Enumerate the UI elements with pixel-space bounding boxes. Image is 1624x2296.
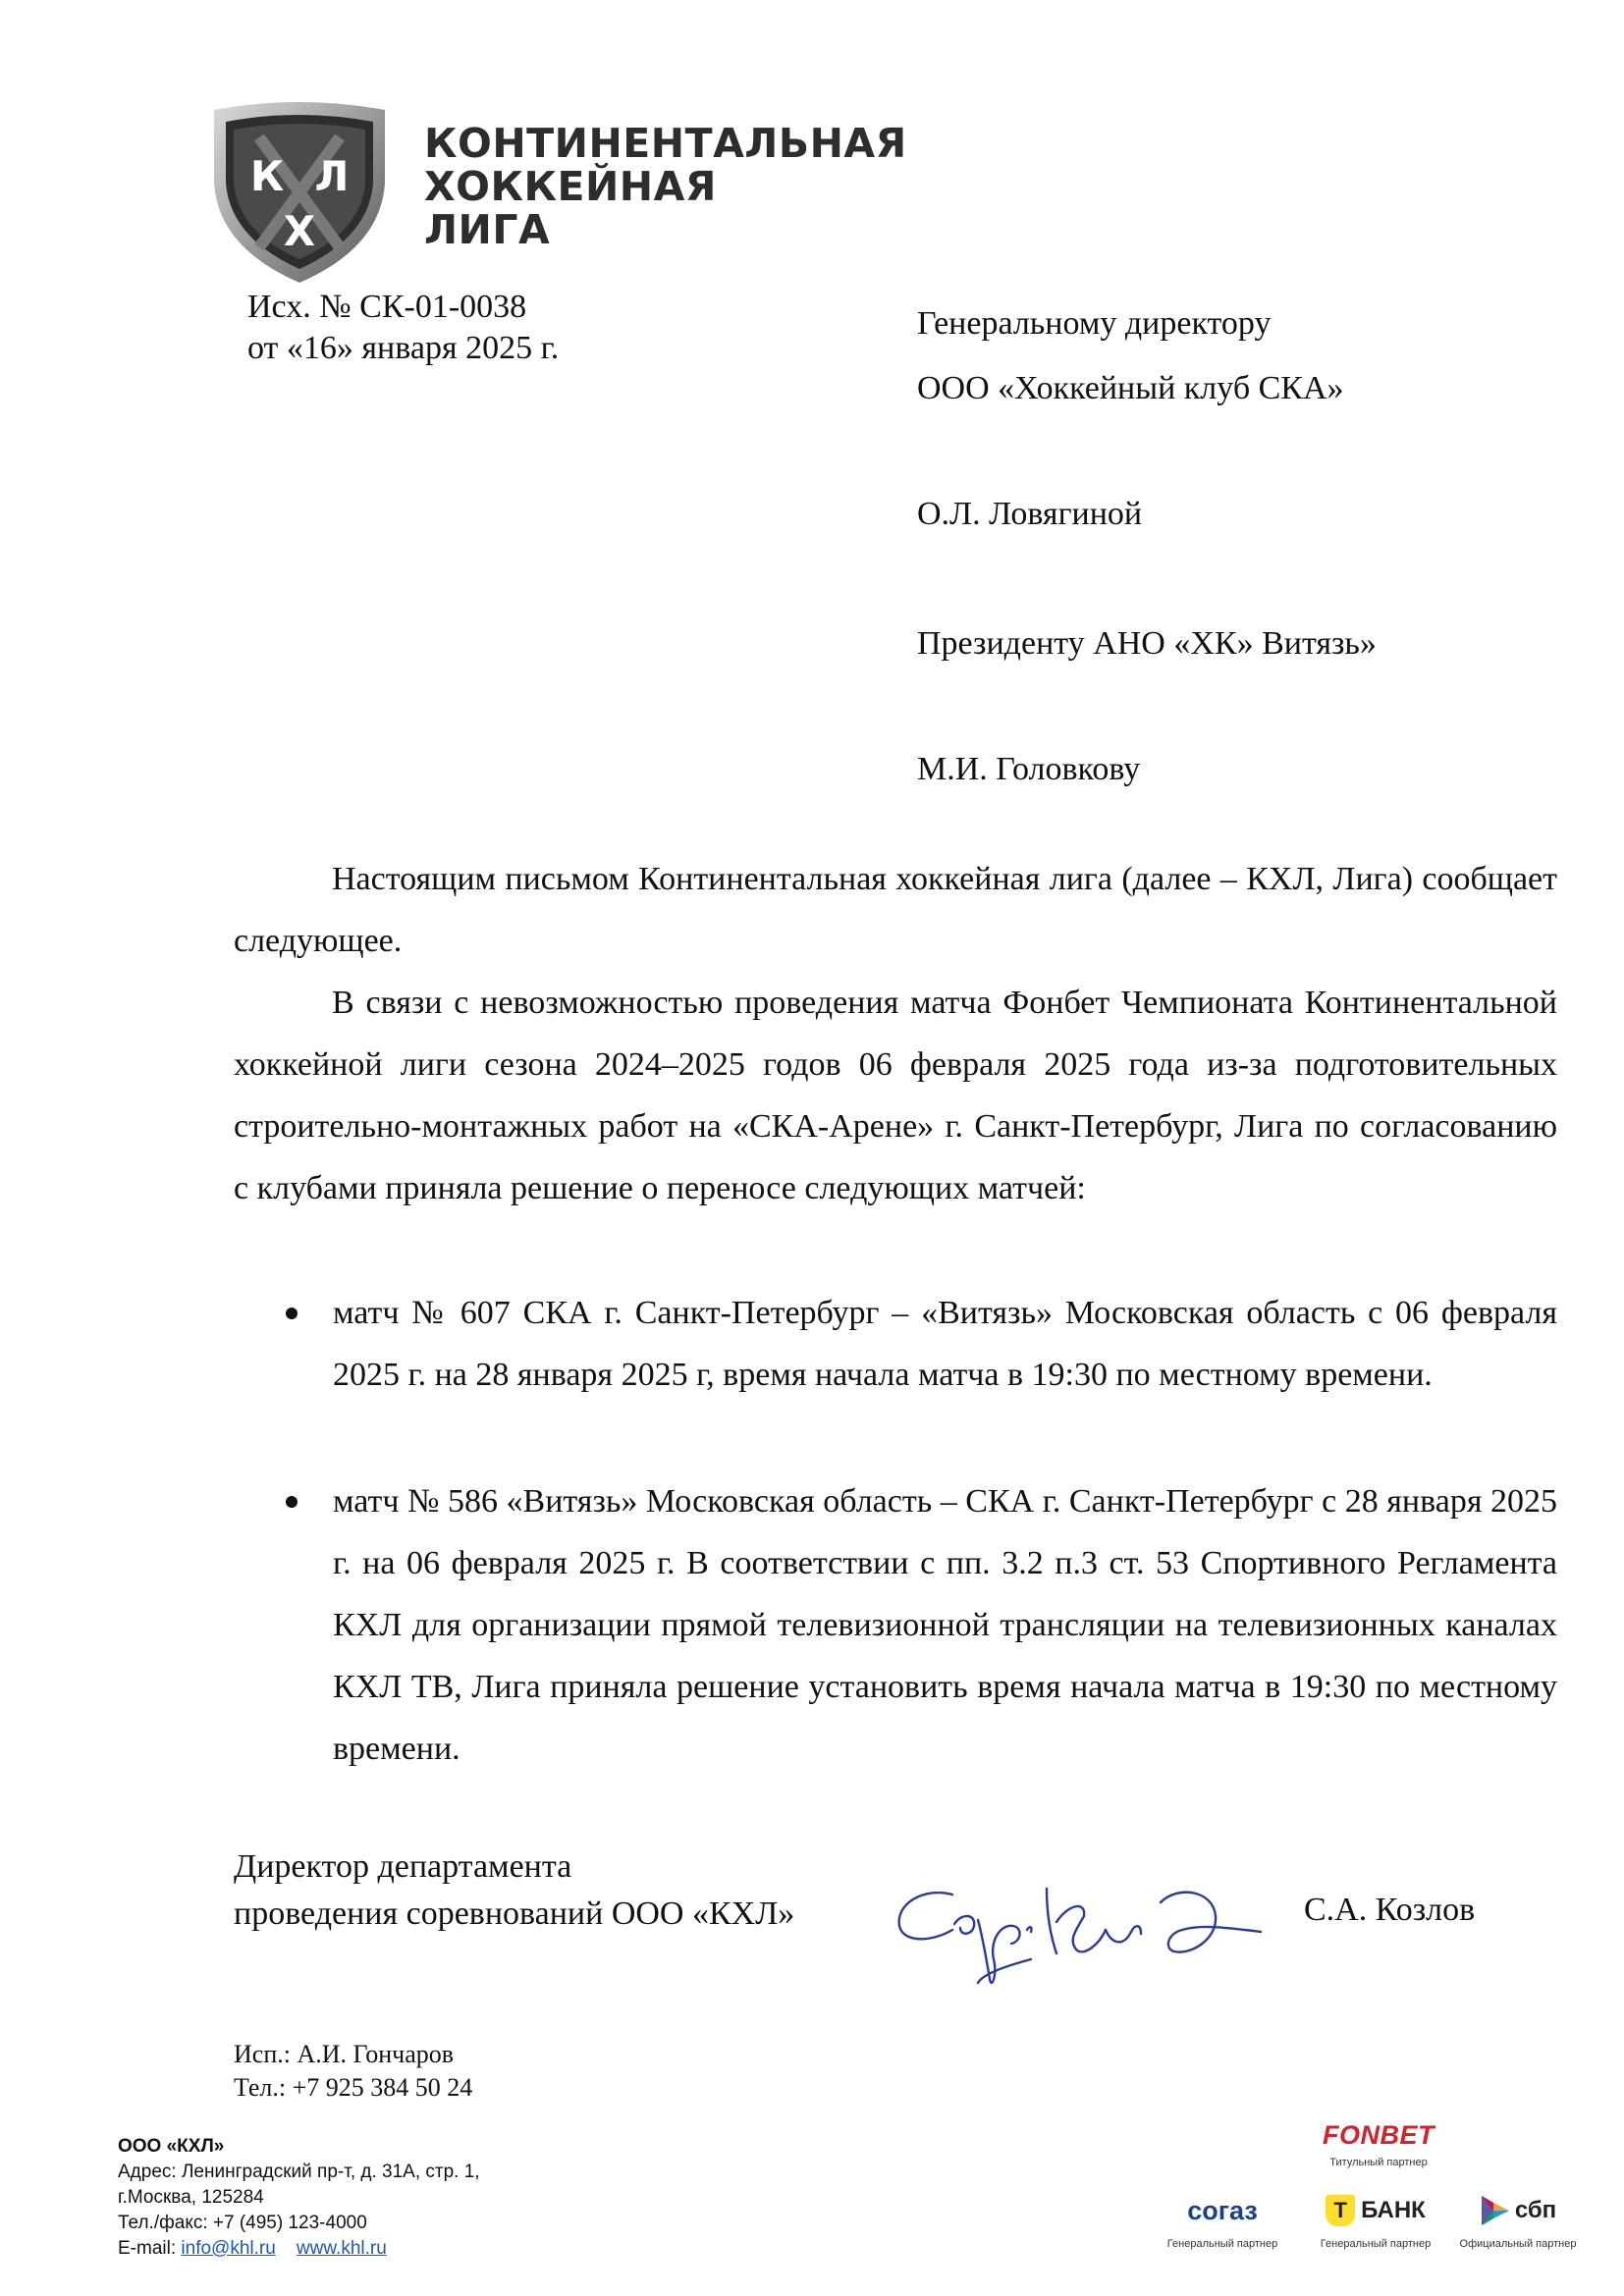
outgoing-number: Исх. № СК-01-0038	[247, 289, 527, 325]
footer-address-line: Адрес: Ленинградский пр-т, д. 31А, стр. 1,	[118, 2162, 480, 2182]
tbank-logo	[1308, 2193, 1443, 2250]
executor-info	[234, 2038, 472, 2105]
tbank-shield-icon: Т	[1326, 2195, 1355, 2226]
sbp-triangle-icon	[1480, 2194, 1511, 2227]
executor-phone: Тел.: +7 925 384 50 24	[234, 2073, 473, 2102]
footer-email-label: E-mail:	[118, 2238, 177, 2259]
signatory-name: С.А. Козлов	[1304, 1892, 1476, 1928]
league-name-line: КОНТИНЕНТАЛЬНАЯ	[424, 120, 907, 167]
footer-address-line: г.Москва, 125284	[118, 2187, 264, 2208]
body-paragraph	[234, 848, 1557, 972]
sogaz-logo	[1159, 2193, 1286, 2250]
tbank-wordmark: БАНК	[1361, 2197, 1426, 2223]
logo-letter-l: Л	[314, 152, 350, 200]
footer-phone: Тел./факс: +7 (495) 123-4000	[118, 2213, 367, 2233]
addressee-line: М.И. Головкову	[917, 751, 1141, 787]
footer-links	[118, 2236, 480, 2262]
logo-letter-h: Х	[283, 207, 316, 255]
partner-note: Генеральный партнер	[1320, 2238, 1432, 2250]
body-paragraph-text: Настоящим письмом Континентальная хоккейная лига (далее – КХЛ, Лига) сообщает следующее.	[234, 861, 1557, 959]
sogaz-wordmark: согаз	[1187, 2196, 1258, 2225]
executor-name: Исп.: А.И. Гончаров	[234, 2040, 455, 2068]
signatory-title-line: Директор департамента	[234, 1848, 572, 1885]
partner-note: Генеральный партнер	[1166, 2238, 1278, 2250]
bullet-icon	[286, 1496, 298, 1508]
addressee-line: Президенту АНО «ХК» Витязь»	[917, 625, 1377, 662]
addressee-line: О.Л. Ловягиной	[917, 496, 1143, 532]
league-name-wordmark	[424, 122, 907, 251]
list-item-text: матч № 586 «Витязь» Московская область – СКА г. Санкт-Петербург с 28 января 2025 г. на 06 февраля 2025 г. В соответствии с пп. 3.2 п.3 ст. 53 Спортивного Регламента КХЛ для организации прямой телевизионной трансляции на телевизионных каналах КХЛ ТВ, Лига приняла решение установить время начала матча в 19:30 по местному времени.	[333, 1483, 1557, 1767]
logo-letter-k: К	[249, 152, 285, 200]
footer-contacts	[118, 2134, 480, 2262]
partners-block	[1159, 2120, 1591, 2287]
signatory-title-line: проведения соревнований ООО «КХЛ»	[234, 1896, 795, 1932]
footer-website-link[interactable]: www.khl.ru	[296, 2238, 387, 2259]
league-name-line: ХОККЕЙНАЯ	[424, 163, 717, 210]
body-paragraph	[234, 972, 1557, 1219]
list-item-text: матч № 607 СКА г. Санкт-Петербург – «Витязь» Московская область с 06 февраля 2025 г. на 28 января 2025 г, время начала матча в 19:30 по местному времени.	[333, 1295, 1557, 1393]
outgoing-reference	[247, 287, 559, 369]
body-paragraph-text: В связи с невозможностью проведения матча Фонбет Чемпионата Континентальной хоккейной лиги сезона 2024–2025 годов 06 февраля 2025 года из-за подготовительных строительно-монтажных работ на «СКА-Арене» г. Санкт-Петербург, Лига по согласованию с клубами приняла решение о переносе следующих матчей:	[234, 985, 1557, 1206]
title-sponsor-logo	[1298, 2120, 1459, 2168]
outgoing-date: от «16» января 2025 г.	[247, 330, 560, 366]
fonbet-wordmark: FONBET	[1323, 2120, 1435, 2150]
footer-org-name: ООО «КХЛ»	[118, 2136, 225, 2157]
addressee-line: ООО «Хоккейный клуб СКА»	[917, 370, 1344, 406]
handwritten-signature	[884, 1865, 1276, 2002]
partner-note: Официальный партнер	[1459, 2238, 1577, 2250]
sbp-wordmark: сбп	[1514, 2197, 1557, 2223]
addressee-line: Генеральному директору	[917, 305, 1272, 342]
league-name-line: ЛИГА	[424, 206, 551, 253]
bullet-icon	[286, 1308, 298, 1319]
sbp-logo	[1449, 2193, 1587, 2250]
partner-note: Титульный партнер	[1329, 2157, 1428, 2168]
signatory-title	[234, 1843, 794, 1938]
khl-logo-shield	[208, 100, 391, 285]
footer-email-link[interactable]: info@khl.ru	[181, 2238, 276, 2259]
